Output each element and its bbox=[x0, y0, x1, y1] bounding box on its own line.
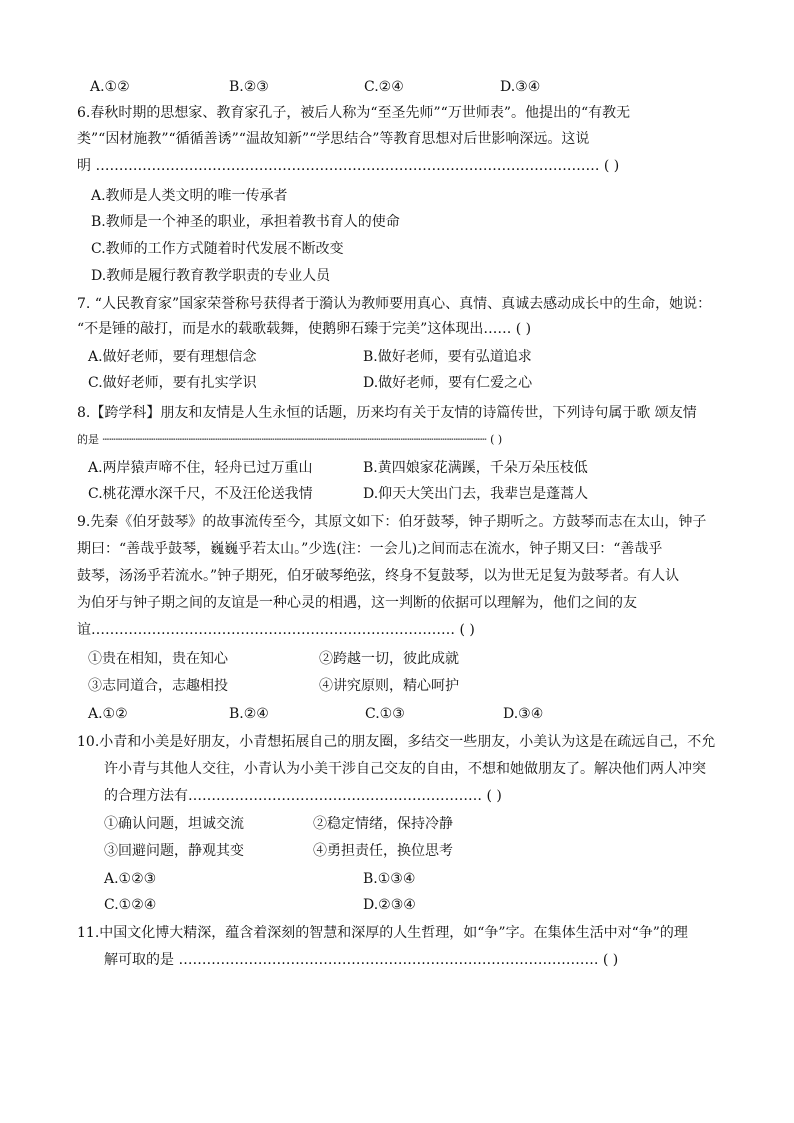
q6-stem-line-2: 类”“因材施教”“循循善诱”“温故知新”“学思结合”等教育思想对后世影响深远。这说 bbox=[77, 131, 590, 147]
q10-item-3: ③回避问题，静观其变 bbox=[104, 843, 244, 859]
q9-option-a: A.①② bbox=[88, 706, 128, 722]
q9-option-c: C.①③ bbox=[365, 706, 405, 722]
q10-option-d: D.②③④ bbox=[363, 897, 416, 913]
q11-stem-line-2: 解可取的是 ……………………………………………………………………………… ( ) bbox=[104, 952, 619, 968]
q10-option-a: A.①②③ bbox=[104, 871, 157, 887]
q9-stem-line-1: 9.先秦《伯牙鼓琴》的故事流传至今，其原文如下：伯牙鼓琴，钟子期听之。方鼓琴而志在太山，钟子 bbox=[77, 514, 707, 530]
q9-stem-line-2: 期曰：“善哉乎鼓琴，巍巍乎若太山。”少选(注：一会儿)之间而志在流水，钟子期又曰：“善哉乎 bbox=[77, 541, 663, 557]
q10-stem-line-2: 许小青与其他人交往，小青认为小美干涉自己交友的自由，不想和她做朋友了。解决他们两人冲突 bbox=[104, 761, 706, 777]
q8-option-a: A.两岸猿声啼不住，轻舟已过万重山 bbox=[88, 460, 313, 476]
q10-option-c: C.①②④ bbox=[104, 897, 157, 913]
q11-stem-line-1: 11.中国文化博大精深，蕴含着深刻的智慧和深厚的人生哲理，如“争”字。在集体生活中对“争”的理 bbox=[77, 925, 688, 941]
q9-item-3: ③志同道合，志趣相投 bbox=[88, 678, 228, 694]
q9-stem-line-5: 谊…………………………………………………………………… ( ) bbox=[77, 622, 475, 638]
q7-option-d: D.做好老师，要有仁爱之心 bbox=[363, 375, 533, 391]
q5-option-a: A.①② bbox=[90, 79, 130, 95]
q5-option-c: C.②④ bbox=[364, 79, 404, 95]
q9-stem-line-4: 为伯牙与钟子期之间的友谊是一种心灵的相遇，这一判断的依据可以理解为，他们之间的友 bbox=[77, 595, 637, 611]
q10-stem-line-3: 的合理方法有……………………………………………………… ( ) bbox=[104, 788, 502, 804]
q8-option-c: C.桃花潭水深千尺，不及汪伦送我情 bbox=[88, 486, 313, 502]
q10-stem-line-1: 10.小青和小美是好朋友，小青想拓展自己的朋友圈，多结交一些朋友，小美认为这是在疏远自己，不允 bbox=[77, 734, 716, 750]
q6-stem-line-1: 6.春秋时期的思想家、教育家孔子，被后人称为“至圣先师”“万世师表”。他提出的“有教无 bbox=[77, 105, 631, 121]
q10-item-2: ②稳定情绪，保持冷静 bbox=[313, 816, 453, 832]
q6-stem-line-3: 明 ……………………………………………………………………………………………… ( ) bbox=[77, 158, 620, 174]
q6-option-c: C.教师的工作方式随着时代发展不断改变 bbox=[91, 241, 344, 257]
q5-option-b: B.②③ bbox=[229, 79, 269, 95]
q10-item-4: ④勇担责任，换位思考 bbox=[313, 843, 453, 859]
q6-option-b: B.教师是一个神圣的职业，承担着教书育人的使命 bbox=[91, 214, 400, 230]
q7-stem-line-1: 7. “人民教育家”国家荣誉称号获得者于漪认为教师要用真心、真情、真诚去感动成长中的生命，她说： bbox=[77, 296, 712, 312]
q8-stem-line-2: 的是 ┄┄┄┄┄┄┄┄┄┄┄┄┄┄┄┄┄┄┄┄┄┄┄┄┄┄┄┄┄┄┄┄┄┄┄┄┄┄┄┄┄┄┄┄┄┄┄┄┄┄┄┄┄┄┄┄┄┄ ( ) bbox=[77, 433, 503, 446]
q6-option-a: A.教师是人类文明的唯一传承者 bbox=[91, 188, 288, 204]
q9-item-4: ④讲究原则，精心呵护 bbox=[319, 678, 459, 694]
q9-option-b: B.②④ bbox=[229, 706, 269, 722]
q8-option-d: D.仰天大笑出门去，我辈岂是蓬蒿人 bbox=[363, 486, 589, 502]
q10-option-b: B.①③④ bbox=[363, 871, 416, 887]
q8-stem-line-1: 8.【跨学科】朋友和友情是人生永恒的话题，历来均有关于友情的诗篇传世，下列诗句属于歌 颂友情 bbox=[77, 405, 697, 421]
q9-item-1: ①贵在相知，贵在知心 bbox=[88, 651, 228, 667]
q9-option-d: D.③④ bbox=[503, 706, 544, 722]
q7-option-c: C.做好老师，要有扎实学识 bbox=[88, 375, 257, 391]
q9-item-2: ②跨越一切，彼此成就 bbox=[319, 651, 459, 667]
q10-item-1: ①确认问题，坦诚交流 bbox=[104, 816, 244, 832]
q7-stem-line-2: “不是锤的敲打，而是水的载歌载舞，使鹅卵石臻于完美”这体现出…… ( ) bbox=[77, 321, 532, 337]
q9-stem-line-3: 鼓琴，汤汤乎若流水。”钟子期死，伯牙破琴绝弦，终身不复鼓琴，以为世无足复为鼓琴者。有人认 bbox=[77, 568, 680, 584]
q6-option-d: D.教师是履行教育教学职责的专业人员 bbox=[91, 268, 331, 284]
q8-option-b: B.黄四娘家花满蹊，千朵万朵压枝低 bbox=[363, 460, 588, 476]
q5-option-d: D.③④ bbox=[500, 79, 541, 95]
q7-option-a: A.做好老师，要有理想信念 bbox=[88, 349, 257, 365]
q7-option-b: B.做好老师，要有弘道追求 bbox=[363, 349, 532, 365]
